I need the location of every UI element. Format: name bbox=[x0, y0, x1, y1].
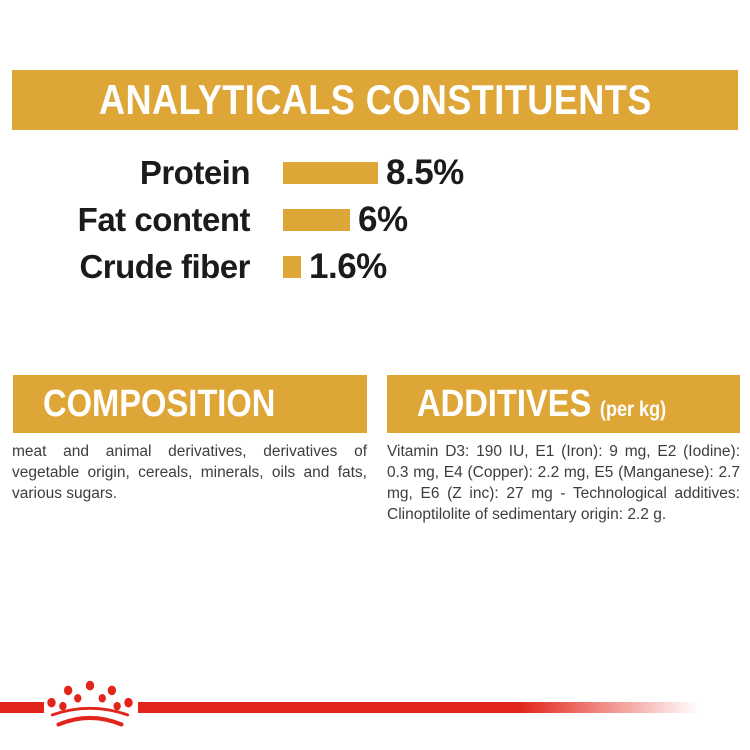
chart-row-crude-fiber bbox=[0, 243, 750, 290]
royal-canin-crown-icon bbox=[46, 679, 134, 728]
analytical-constituents-banner bbox=[12, 70, 738, 130]
additives-heading-text: ADDITIVES bbox=[417, 382, 592, 425]
additives-banner bbox=[387, 375, 740, 433]
chart-row-protein bbox=[0, 149, 750, 196]
chart-value-label: 8.5% bbox=[386, 152, 464, 192]
chart-bar bbox=[283, 256, 301, 278]
chart-category-label: Fat content bbox=[77, 200, 250, 238]
additives-heading bbox=[417, 383, 666, 426]
chart-bar bbox=[283, 209, 350, 231]
additives-per-kg-label: (per kg) bbox=[599, 397, 667, 421]
footer-red-bar-left bbox=[0, 702, 44, 713]
chart-value-label: 6% bbox=[358, 199, 408, 239]
page-title: ANALYTICALS CONSTITUENTS bbox=[98, 76, 652, 123]
chart-bar bbox=[283, 162, 378, 184]
composition-text: meat and animal derivatives, derivatives of vegetable origin, cereals, minerals, oils and fats, various sugars. bbox=[12, 443, 367, 502]
chart-row-fat-content bbox=[0, 196, 750, 243]
chart-category-label: Crude fiber bbox=[79, 247, 250, 285]
footer-red-bar-right bbox=[138, 702, 716, 713]
composition-heading: COMPOSITION bbox=[43, 382, 276, 425]
chart-value-label: 1.6% bbox=[309, 246, 387, 286]
analytical-constituents-chart bbox=[0, 149, 750, 290]
chart-category-label: Protein bbox=[139, 153, 250, 191]
additives-text: Vitamin D3: 190 IU, E1 (Iron): 9 mg, E2 (Iodine): 0.3 mg, E4 (Copper): 2.2 mg, E5 (Manganese): 2.7 mg, E6 (Z inc): 27 mg - Technological additives: Clinoptilolite of sedimentary origin: 2.2 g. bbox=[387, 443, 740, 523]
composition-banner bbox=[13, 375, 367, 433]
